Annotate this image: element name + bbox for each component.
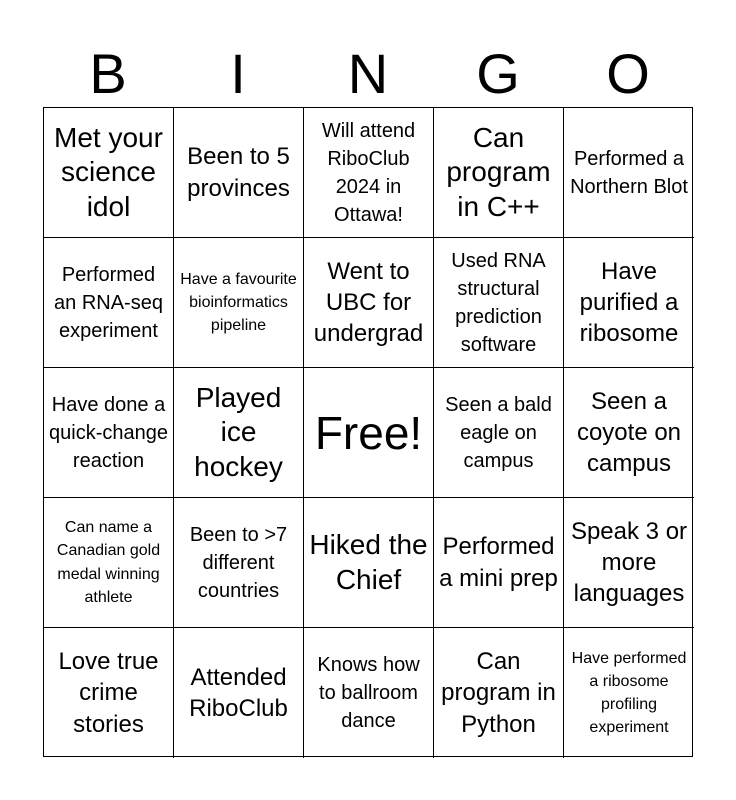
bingo-cell[interactable]: Will attend RiboClub 2024 in Ottawa! [304, 108, 434, 238]
bingo-cell[interactable]: Been to 5 provinces [174, 108, 304, 238]
header-letter-i: I [230, 42, 246, 105]
bingo-cell[interactable]: Can name a Canadian gold medal winning athlete [44, 498, 174, 628]
bingo-cell[interactable]: Seen a bald eagle on campus [434, 368, 564, 498]
bingo-cell[interactable]: Speak 3 or more languages [564, 498, 694, 628]
bingo-cell[interactable]: Have performed a ribosome profiling experiment [571, 649, 687, 737]
bingo-cell[interactable]: Knows how to ballroom dance [304, 628, 434, 758]
free-space-cell[interactable]: Free! [304, 368, 434, 498]
bingo-cell[interactable]: Have a favourite bioinformatics pipeline [174, 238, 304, 368]
header-letter-b: B [89, 42, 127, 105]
bingo-cell[interactable]: Performed an RNA-seq experiment [44, 238, 174, 368]
bingo-cell[interactable]: Performed a mini prep [434, 498, 564, 628]
bingo-header [43, 40, 693, 108]
bingo-board [43, 107, 693, 757]
header-letter-g: G [476, 42, 520, 105]
header-letter-o: O [606, 42, 650, 105]
bingo-cell[interactable]: Can program in Python [434, 628, 564, 758]
bingo-cell[interactable]: Attended RiboClub [174, 628, 304, 758]
header-letter-n: N [347, 42, 389, 105]
bingo-cell[interactable]: Performed a Northern Blot [564, 108, 694, 238]
bingo-cell[interactable]: Love true crime stories [44, 628, 174, 758]
bingo-cell[interactable]: Seen a coyote on campus [564, 368, 694, 498]
bingo-cell[interactable]: Have done a quick-change reaction [44, 368, 174, 498]
bingo-cell[interactable]: Played ice hockey [174, 368, 304, 498]
bingo-cell[interactable]: Met your science idol [44, 108, 174, 238]
bingo-cell[interactable]: Hiked the Chief [304, 498, 434, 628]
bingo-cell[interactable]: Have purified a ribosome [564, 238, 694, 368]
bingo-cell[interactable]: Been to >7 different countries [174, 498, 304, 628]
bingo-cell[interactable]: Used RNA structural prediction software [434, 238, 564, 368]
bingo-cell[interactable]: Can program in C++ [434, 108, 564, 238]
bingo-cell[interactable]: Went to UBC for undergrad [304, 238, 434, 368]
